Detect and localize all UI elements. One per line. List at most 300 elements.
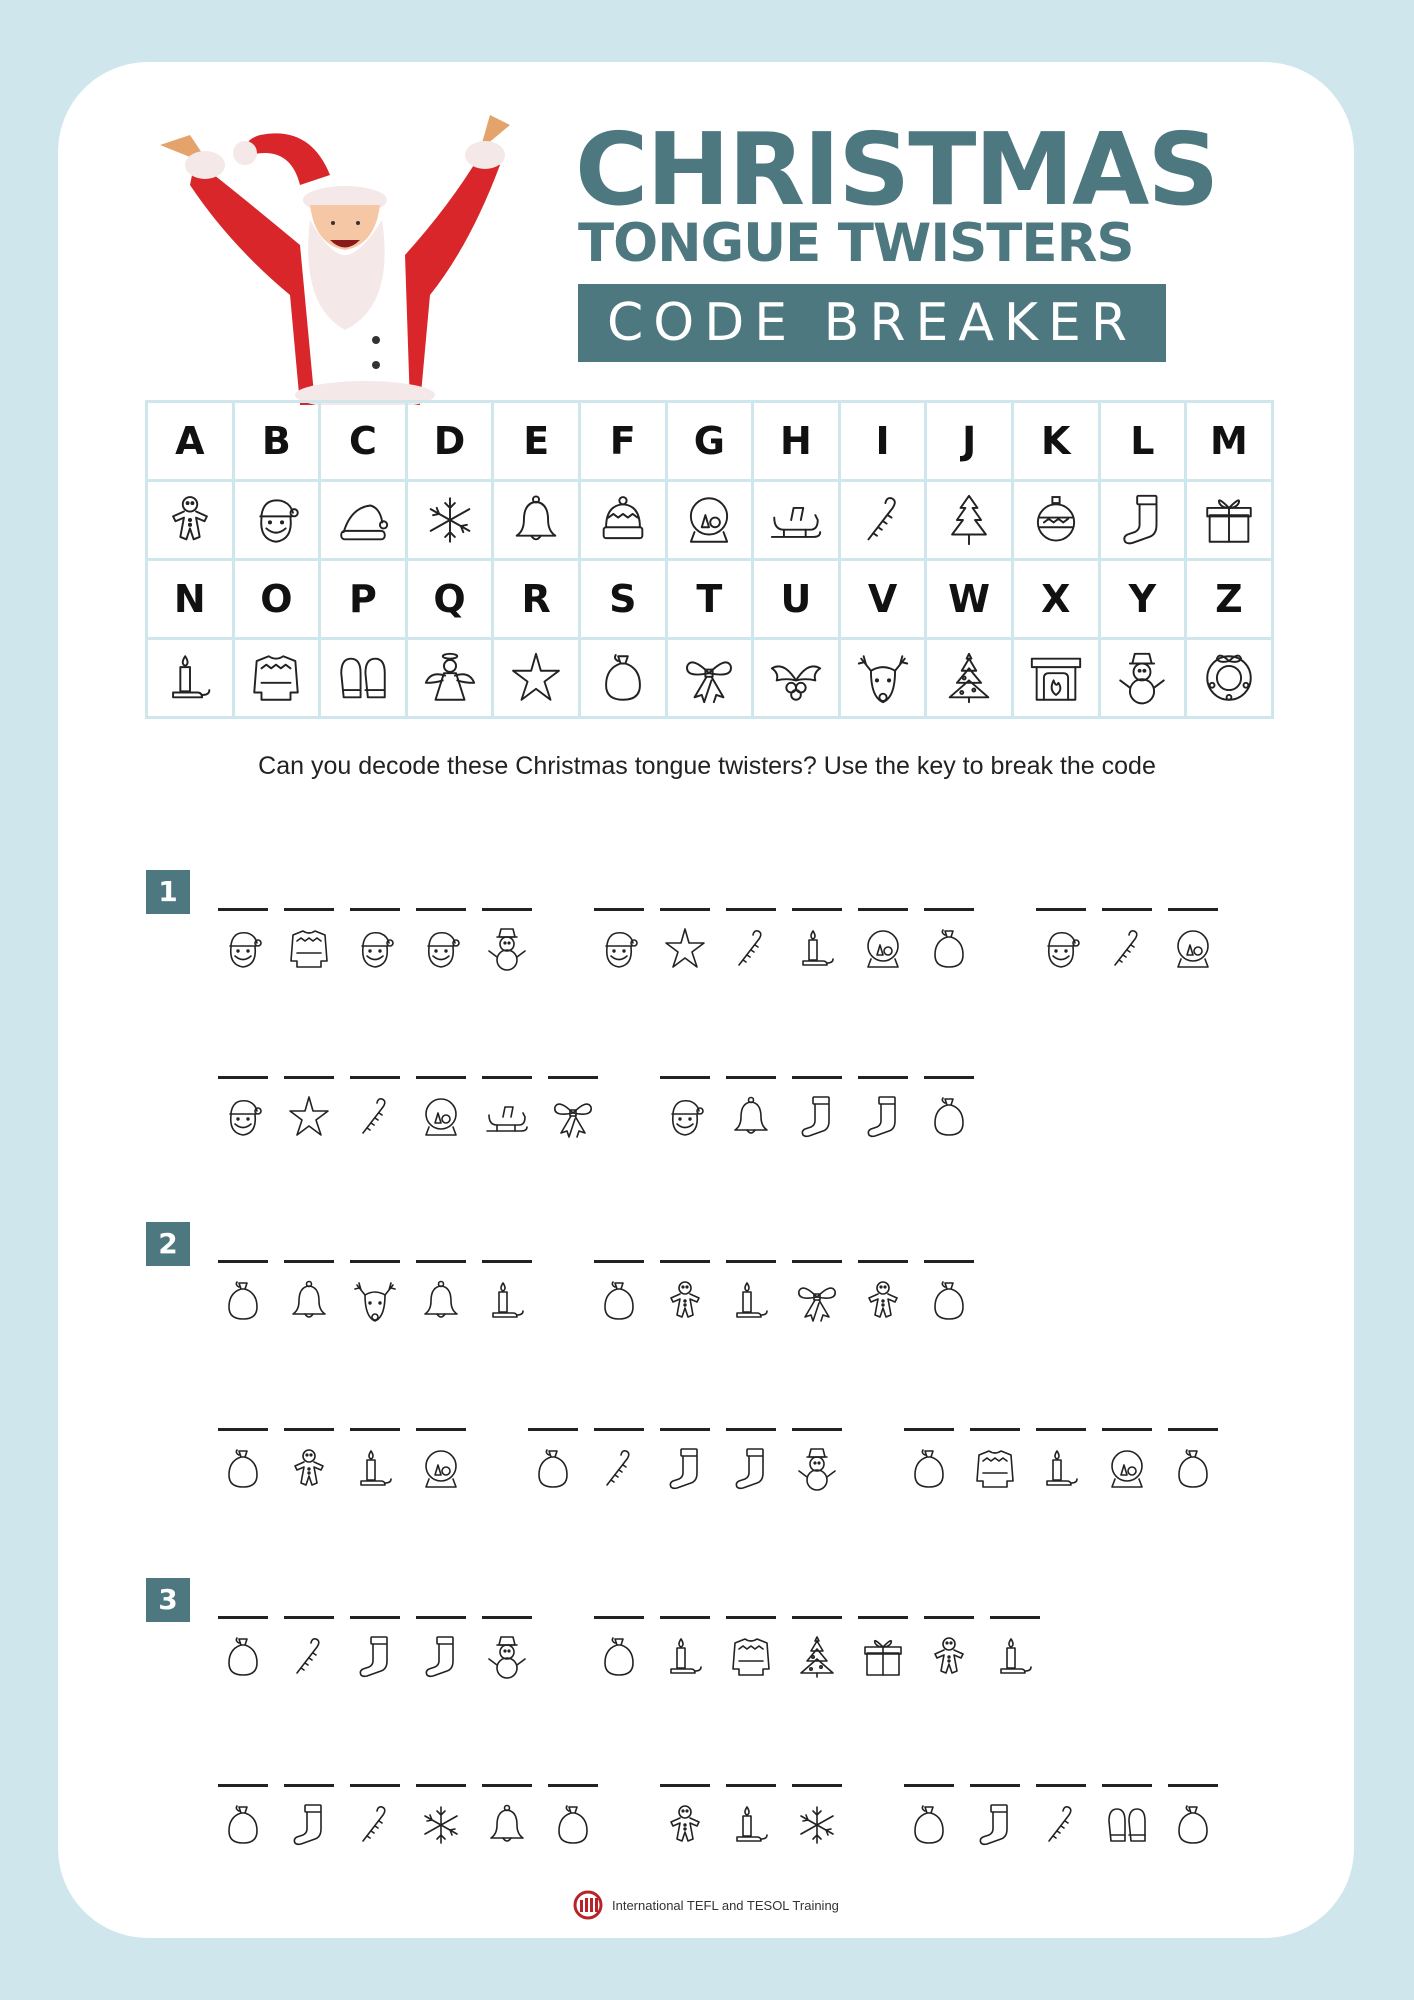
key-symbol-cell xyxy=(406,639,493,718)
snowman-icon xyxy=(793,1445,841,1493)
snow-globe-icon xyxy=(1169,925,1217,973)
title-christmas: CHRISTMAS xyxy=(575,111,1218,228)
letter-slot xyxy=(482,908,532,973)
reindeer-icon xyxy=(351,1277,399,1325)
stocking-icon xyxy=(285,1801,333,1849)
stocking-icon xyxy=(793,1093,841,1141)
letter-slot xyxy=(792,1428,842,1493)
answer-blank[interactable] xyxy=(924,1076,974,1079)
letter-slot xyxy=(924,1076,974,1141)
letter-slot xyxy=(660,1428,710,1493)
key-symbol-cell xyxy=(1186,639,1273,718)
star-icon xyxy=(661,925,709,973)
wreath-icon xyxy=(1200,649,1258,707)
letter-slot xyxy=(416,1076,466,1141)
sack-icon xyxy=(1169,1445,1217,1493)
puzzle-line xyxy=(218,1428,1280,1493)
puzzle-line xyxy=(218,1076,1036,1141)
key-letter: W xyxy=(926,560,1013,639)
letter-slot xyxy=(548,1784,598,1849)
christmas-tree-icon xyxy=(793,1633,841,1681)
key-symbol-cell xyxy=(320,481,407,560)
coded-word xyxy=(904,1784,1218,1849)
letter-slot xyxy=(350,1076,400,1141)
key-letter: P xyxy=(320,560,407,639)
letter-slot xyxy=(726,1076,776,1141)
letter-slot xyxy=(792,1260,842,1325)
answer-blank[interactable] xyxy=(350,908,400,911)
answer-blank[interactable] xyxy=(660,908,710,911)
sleigh-icon xyxy=(483,1093,531,1141)
key-letter: Z xyxy=(1186,560,1273,639)
sack-icon xyxy=(549,1801,597,1849)
letter-slot xyxy=(416,1428,466,1493)
letter-slot xyxy=(1102,1428,1152,1493)
letter-slot xyxy=(482,1076,532,1141)
answer-blank[interactable] xyxy=(1102,908,1152,911)
candle-icon xyxy=(727,1801,775,1849)
letter-slot xyxy=(792,908,842,973)
title-code-breaker: CODE BREAKER xyxy=(578,284,1166,362)
key-letter: Q xyxy=(406,560,493,639)
letter-slot xyxy=(482,1260,532,1325)
key-letter: E xyxy=(493,402,580,481)
key-symbol-cell xyxy=(753,639,840,718)
bell-icon xyxy=(483,1801,531,1849)
letter-slot xyxy=(218,908,268,973)
letter-slot xyxy=(792,1616,842,1681)
key-letter: G xyxy=(666,402,753,481)
answer-blank[interactable] xyxy=(284,908,334,911)
answer-blank[interactable] xyxy=(416,1076,466,1079)
snowman-icon xyxy=(483,925,531,973)
question-number: 2 xyxy=(146,1222,190,1266)
answer-blank[interactable] xyxy=(970,1784,1020,1787)
answer-blank[interactable] xyxy=(924,1260,974,1263)
answer-blank[interactable] xyxy=(416,1260,466,1263)
answer-blank[interactable] xyxy=(1102,1784,1152,1787)
candle-icon xyxy=(793,925,841,973)
coded-word xyxy=(218,1784,598,1849)
answer-blank[interactable] xyxy=(1036,908,1086,911)
key-symbol-cell xyxy=(147,481,234,560)
letter-slot xyxy=(726,1616,776,1681)
key-symbol-cell xyxy=(926,639,1013,718)
key-letter: A xyxy=(147,402,234,481)
bell-icon xyxy=(727,1093,775,1141)
letter-slot xyxy=(284,1076,334,1141)
key-letter: J xyxy=(926,402,1013,481)
answer-blank[interactable] xyxy=(792,908,842,911)
letter-slot xyxy=(284,1428,334,1493)
answer-blank[interactable] xyxy=(924,908,974,911)
answer-blank[interactable] xyxy=(726,1260,776,1263)
key-icon-row xyxy=(147,639,1273,718)
title-tongue-twisters: TONGUE TWISTERS xyxy=(578,213,1134,274)
letter-slot xyxy=(594,1616,644,1681)
key-symbol-cell xyxy=(320,639,407,718)
instructions: Can you decode these Christmas tongue twisters? Use the key to break the code xyxy=(258,752,1156,780)
answer-blank[interactable] xyxy=(858,1616,908,1619)
letter-slot xyxy=(726,908,776,973)
answer-blank[interactable] xyxy=(1102,1428,1152,1431)
coded-word xyxy=(218,1076,598,1141)
sack-icon xyxy=(925,1093,973,1141)
letter-slot xyxy=(792,1784,842,1849)
coded-word xyxy=(660,1784,842,1849)
stocking-icon xyxy=(727,1445,775,1493)
answer-blank[interactable] xyxy=(660,1260,710,1263)
gingerbread-icon xyxy=(161,491,219,549)
coded-word xyxy=(904,1428,1218,1493)
key-letter: D xyxy=(406,402,493,481)
answer-blank[interactable] xyxy=(990,1616,1040,1619)
answer-blank[interactable] xyxy=(218,1076,268,1079)
key-symbol-cell xyxy=(926,481,1013,560)
answer-blank[interactable] xyxy=(548,1076,598,1079)
sleigh-icon xyxy=(767,491,825,549)
answer-blank[interactable] xyxy=(1168,1428,1218,1431)
answer-blank[interactable] xyxy=(218,1260,268,1263)
answer-blank[interactable] xyxy=(548,1784,598,1787)
snow-globe-icon xyxy=(417,1093,465,1141)
answer-blank[interactable] xyxy=(792,1616,842,1619)
santa-hat-icon xyxy=(334,491,392,549)
holly-icon xyxy=(767,649,825,707)
answer-blank[interactable] xyxy=(660,1428,710,1431)
answer-blank[interactable] xyxy=(416,1616,466,1619)
answer-blank[interactable] xyxy=(660,1784,710,1787)
sack-icon xyxy=(529,1445,577,1493)
letter-slot xyxy=(416,1616,466,1681)
answer-blank[interactable] xyxy=(858,908,908,911)
snowflake-icon xyxy=(417,1801,465,1849)
key-symbol-cell xyxy=(147,639,234,718)
answer-blank[interactable] xyxy=(284,1616,334,1619)
gingerbread-icon xyxy=(925,1633,973,1681)
answer-blank[interactable] xyxy=(350,1428,400,1431)
letter-slot xyxy=(970,1428,1020,1493)
answer-blank[interactable] xyxy=(1168,1784,1218,1787)
snow-globe-icon xyxy=(417,1445,465,1493)
fireplace-icon xyxy=(1027,649,1085,707)
letter-slot xyxy=(594,908,644,973)
mittens-icon xyxy=(334,649,392,707)
candy-cane-icon xyxy=(595,1445,643,1493)
gift-icon xyxy=(859,1633,907,1681)
candle-icon xyxy=(1037,1445,1085,1493)
santa-face-icon xyxy=(1037,925,1085,973)
answer-blank[interactable] xyxy=(970,1428,1020,1431)
letter-slot xyxy=(792,1076,842,1141)
coded-word xyxy=(218,1260,532,1325)
letter-slot xyxy=(726,1260,776,1325)
puzzle-line xyxy=(218,1616,1102,1681)
gingerbread-icon xyxy=(661,1277,709,1325)
letter-slot xyxy=(1168,1428,1218,1493)
key-letter: V xyxy=(839,560,926,639)
stocking-icon xyxy=(351,1633,399,1681)
christmas-tree-icon xyxy=(940,649,998,707)
letter-slot xyxy=(594,1260,644,1325)
letter-slot xyxy=(1168,908,1218,973)
key-letter: L xyxy=(1099,402,1186,481)
key-symbol-cell xyxy=(666,639,753,718)
key-symbol-cell xyxy=(233,481,320,560)
coded-word xyxy=(594,908,974,973)
stocking-icon xyxy=(859,1093,907,1141)
key-symbol-cell xyxy=(493,639,580,718)
key-letter: Y xyxy=(1099,560,1186,639)
letter-slot xyxy=(660,1076,710,1141)
answer-blank[interactable] xyxy=(858,1260,908,1263)
answer-blank[interactable] xyxy=(726,1076,776,1079)
coded-word xyxy=(594,1616,1040,1681)
answer-blank[interactable] xyxy=(416,1428,466,1431)
letter-slot xyxy=(990,1616,1040,1681)
puzzle-line xyxy=(218,908,1280,973)
answer-blank[interactable] xyxy=(218,908,268,911)
key-symbol-cell xyxy=(1186,481,1273,560)
star-icon xyxy=(507,649,565,707)
answer-blank[interactable] xyxy=(594,1428,644,1431)
letter-slot xyxy=(726,1428,776,1493)
answer-blank[interactable] xyxy=(218,1428,268,1431)
candy-cane-icon xyxy=(1103,925,1151,973)
coded-word xyxy=(660,1076,974,1141)
answer-blank[interactable] xyxy=(482,908,532,911)
answer-blank[interactable] xyxy=(350,1784,400,1787)
letter-slot xyxy=(1036,908,1086,973)
answer-blank[interactable] xyxy=(726,1616,776,1619)
beanie-icon xyxy=(594,491,652,549)
answer-blank[interactable] xyxy=(726,908,776,911)
snowman-icon xyxy=(1113,649,1171,707)
cipher-key-table xyxy=(145,400,1274,719)
key-symbol-cell xyxy=(1012,481,1099,560)
letter-slot xyxy=(416,908,466,973)
answer-blank[interactable] xyxy=(792,1428,842,1431)
sack-icon xyxy=(905,1801,953,1849)
sack-icon xyxy=(1169,1801,1217,1849)
snowman-icon xyxy=(483,1633,531,1681)
candy-cane-icon xyxy=(285,1633,333,1681)
sweater-icon xyxy=(247,649,305,707)
letter-slot xyxy=(904,1784,954,1849)
sack-icon xyxy=(595,1633,643,1681)
answer-blank[interactable] xyxy=(594,908,644,911)
answer-blank[interactable] xyxy=(660,1076,710,1079)
stocking-icon xyxy=(971,1801,1019,1849)
sweater-icon xyxy=(285,925,333,973)
letter-slot xyxy=(218,1076,268,1141)
key-letter: K xyxy=(1012,402,1099,481)
stocking-icon xyxy=(661,1445,709,1493)
coded-word xyxy=(1036,908,1218,973)
sack-icon xyxy=(219,1633,267,1681)
ornament-icon xyxy=(1027,491,1085,549)
candle-icon xyxy=(483,1277,531,1325)
answer-blank[interactable] xyxy=(284,1260,334,1263)
key-letter: U xyxy=(753,560,840,639)
letter-slot xyxy=(350,1260,400,1325)
answer-blank[interactable] xyxy=(416,908,466,911)
candle-icon xyxy=(161,649,219,707)
santa-face-icon xyxy=(351,925,399,973)
answer-blank[interactable] xyxy=(350,1616,400,1619)
key-symbol-cell xyxy=(233,639,320,718)
key-symbol-cell xyxy=(839,481,926,560)
letter-slot xyxy=(284,1260,334,1325)
candy-cane-icon xyxy=(727,925,775,973)
answer-blank[interactable] xyxy=(1036,1784,1086,1787)
footer xyxy=(570,1890,839,1920)
answer-blank[interactable] xyxy=(284,1076,334,1079)
letter-slot xyxy=(218,1616,268,1681)
puzzle-line xyxy=(218,1260,1036,1325)
key-symbol-cell xyxy=(1099,481,1186,560)
santa-face-icon xyxy=(219,925,267,973)
letter-slot xyxy=(350,1616,400,1681)
answer-blank[interactable] xyxy=(528,1428,578,1431)
key-symbol-cell xyxy=(406,481,493,560)
letter-slot xyxy=(858,1076,908,1141)
reindeer-icon xyxy=(854,649,912,707)
star-icon xyxy=(285,1093,333,1141)
gift-icon xyxy=(1200,491,1258,549)
answer-blank[interactable] xyxy=(350,1260,400,1263)
bell-icon xyxy=(285,1277,333,1325)
letter-slot xyxy=(924,908,974,973)
bow-icon xyxy=(549,1093,597,1141)
answer-blank[interactable] xyxy=(924,1616,974,1619)
letter-slot xyxy=(284,1616,334,1681)
answer-blank[interactable] xyxy=(482,1784,532,1787)
letter-slot xyxy=(594,1428,644,1493)
key-symbol-cell xyxy=(579,639,666,718)
answer-blank[interactable] xyxy=(416,1784,466,1787)
answer-blank[interactable] xyxy=(1168,908,1218,911)
key-icon-row xyxy=(147,481,1273,560)
answer-blank[interactable] xyxy=(594,1616,644,1619)
answer-blank[interactable] xyxy=(482,1616,532,1619)
sack-icon xyxy=(219,1277,267,1325)
answer-blank[interactable] xyxy=(858,1076,908,1079)
letter-slot xyxy=(660,1260,710,1325)
sack-icon xyxy=(595,1277,643,1325)
coded-word xyxy=(218,1616,532,1681)
key-symbol-cell xyxy=(753,481,840,560)
answer-blank[interactable] xyxy=(482,1076,532,1079)
candy-cane-icon xyxy=(351,1093,399,1141)
key-symbol-cell xyxy=(579,481,666,560)
letter-slot xyxy=(970,1784,1020,1849)
question-number: 1 xyxy=(146,870,190,914)
letter-slot xyxy=(660,908,710,973)
coded-word xyxy=(218,908,532,973)
candle-icon xyxy=(991,1633,1039,1681)
sack-icon xyxy=(219,1801,267,1849)
letter-slot xyxy=(726,1784,776,1849)
answer-blank[interactable] xyxy=(792,1260,842,1263)
answer-blank[interactable] xyxy=(904,1428,954,1431)
key-symbol-cell xyxy=(1099,639,1186,718)
answer-blank[interactable] xyxy=(350,1076,400,1079)
letter-slot xyxy=(218,1784,268,1849)
letter-slot xyxy=(218,1428,268,1493)
letter-slot xyxy=(1102,1784,1152,1849)
sack-icon xyxy=(925,1277,973,1325)
key-letter: H xyxy=(753,402,840,481)
answer-blank[interactable] xyxy=(1036,1428,1086,1431)
key-letter: M xyxy=(1186,402,1273,481)
bell-icon xyxy=(507,491,565,549)
mittens-icon xyxy=(1103,1801,1151,1849)
candy-cane-icon xyxy=(1037,1801,1085,1849)
sack-icon xyxy=(905,1445,953,1493)
letter-slot xyxy=(904,1428,954,1493)
letter-slot xyxy=(1036,1428,1086,1493)
santa-face-icon xyxy=(595,925,643,973)
sack-icon xyxy=(594,649,652,707)
letter-slot xyxy=(350,908,400,973)
key-letter: R xyxy=(493,560,580,639)
letter-slot xyxy=(1036,1784,1086,1849)
letter-slot xyxy=(482,1616,532,1681)
candle-icon xyxy=(351,1445,399,1493)
answer-blank[interactable] xyxy=(482,1260,532,1263)
key-letter: C xyxy=(320,402,407,481)
letter-slot xyxy=(660,1616,710,1681)
key-letter: N xyxy=(147,560,234,639)
answer-blank[interactable] xyxy=(904,1784,954,1787)
question-number: 3 xyxy=(146,1578,190,1622)
snow-globe-icon xyxy=(859,925,907,973)
key-letter: S xyxy=(579,560,666,639)
key-letter: B xyxy=(233,402,320,481)
key-symbol-cell xyxy=(493,481,580,560)
candle-icon xyxy=(661,1633,709,1681)
answer-blank[interactable] xyxy=(284,1784,334,1787)
bow-icon xyxy=(680,649,738,707)
answer-blank[interactable] xyxy=(218,1784,268,1787)
coded-word xyxy=(218,1428,466,1493)
answer-blank[interactable] xyxy=(792,1784,842,1787)
letter-slot xyxy=(924,1616,974,1681)
key-letter-row xyxy=(147,402,1273,481)
santa-face-icon xyxy=(417,925,465,973)
answer-blank[interactable] xyxy=(284,1428,334,1431)
letter-slot xyxy=(528,1428,578,1493)
key-symbol-cell xyxy=(666,481,753,560)
answer-blank[interactable] xyxy=(594,1260,644,1263)
answer-blank[interactable] xyxy=(660,1616,710,1619)
snow-globe-icon xyxy=(680,491,738,549)
letter-slot xyxy=(350,1784,400,1849)
letter-slot xyxy=(482,1784,532,1849)
angel-icon xyxy=(421,649,479,707)
answer-blank[interactable] xyxy=(792,1076,842,1079)
santa-face-icon xyxy=(247,491,305,549)
key-symbol-cell xyxy=(1012,639,1099,718)
answer-blank[interactable] xyxy=(218,1616,268,1619)
letter-slot xyxy=(924,1260,974,1325)
footer-brand: International TEFL and TESOL Training xyxy=(612,1897,839,1913)
answer-blank[interactable] xyxy=(726,1428,776,1431)
letter-slot xyxy=(858,908,908,973)
stocking-icon xyxy=(1113,491,1171,549)
answer-blank[interactable] xyxy=(726,1784,776,1787)
